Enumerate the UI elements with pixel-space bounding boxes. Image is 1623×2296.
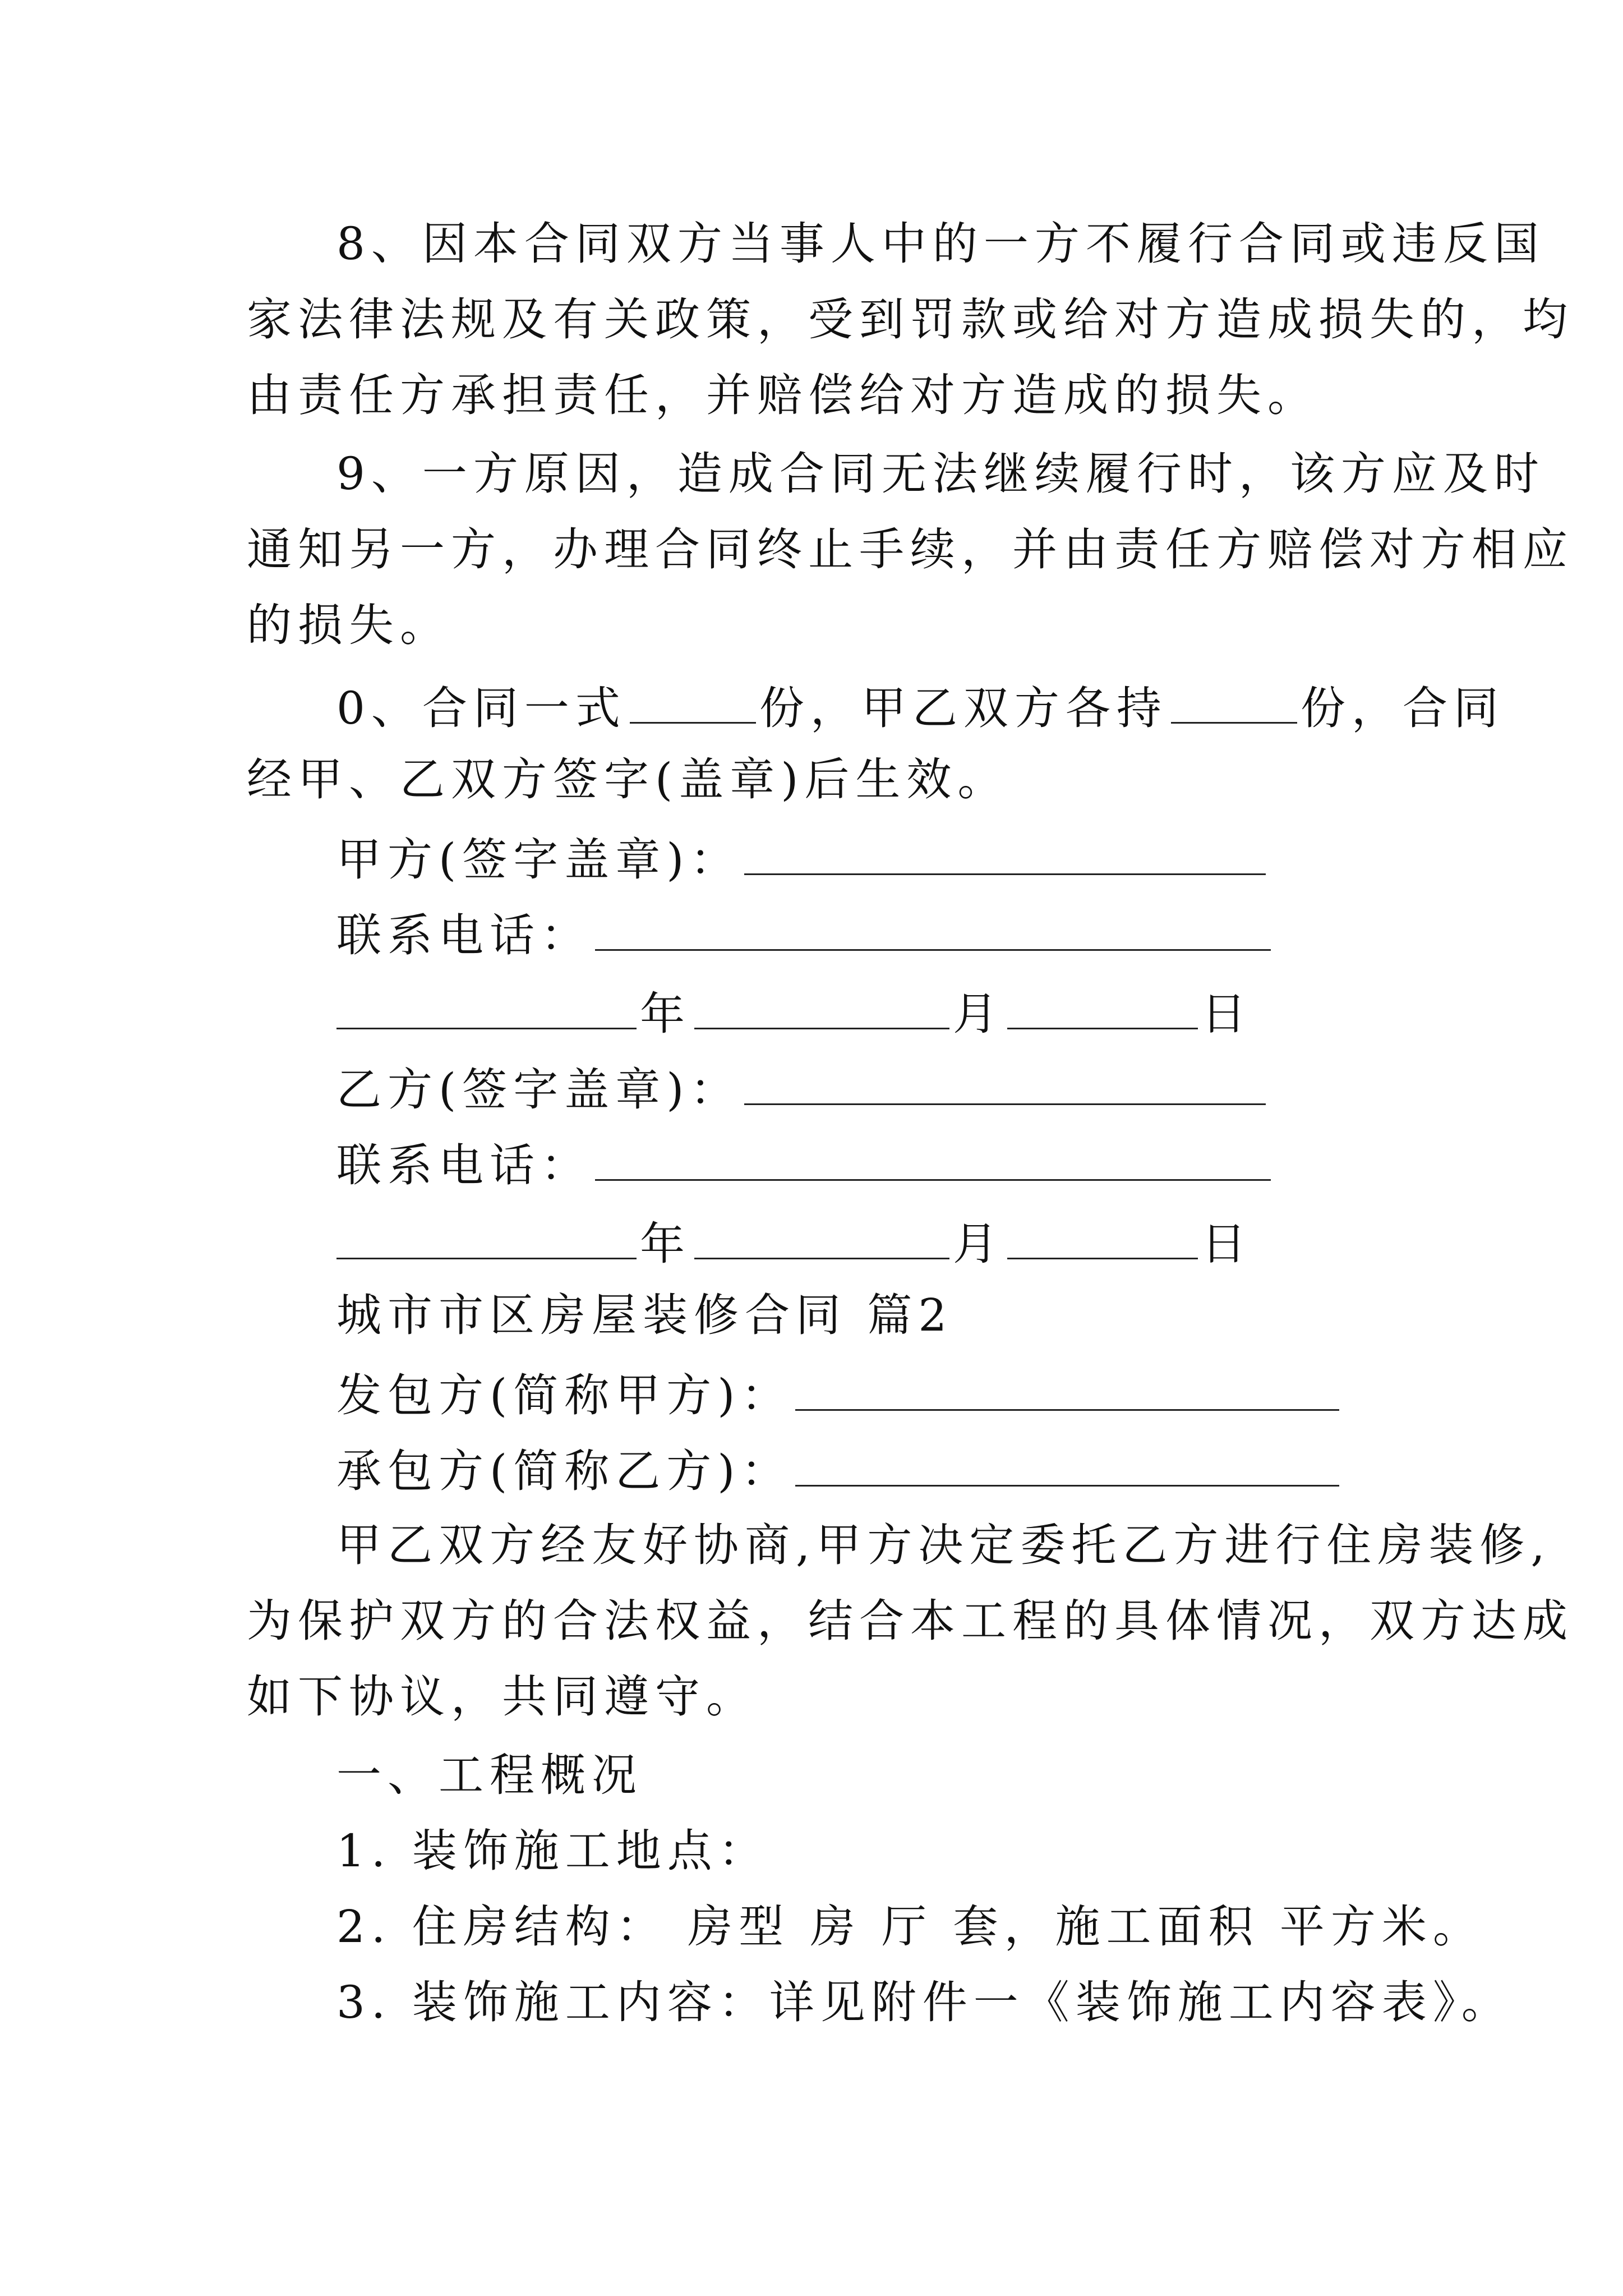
client-blank[interactable]	[795, 1369, 1339, 1411]
client-label: 发包方(简称甲方)：	[336, 1369, 792, 1421]
party-a-phone-line	[336, 909, 1274, 961]
party-b-sign-label: 乙方(签字盖章)：	[336, 1064, 741, 1116]
item-3: 3. 装饰施工内容：详见附件一《装饰施工内容表》。	[336, 1976, 1513, 2028]
section-heading: 城市市区房屋装修合同 篇2	[336, 1289, 953, 1341]
clause-8-line-2: 家法律法规及有关政策，受到罚款或给对方造成损失的，均	[247, 293, 1574, 346]
clause-8-line-1: 8、因本合同双方当事人中的一方不履行合同或违反国	[336, 218, 1545, 270]
clause-9-line-3: 的损失。	[247, 599, 451, 651]
party-b-phone-blank[interactable]	[595, 1139, 1271, 1181]
party-a-month-blank[interactable]	[694, 987, 949, 1029]
contractor-line	[336, 1444, 1343, 1497]
party-b-month-blank[interactable]	[694, 1217, 949, 1259]
party-a-sign-line	[336, 833, 1269, 886]
party-b-date-line	[336, 1217, 1252, 1270]
client-line	[336, 1369, 1343, 1421]
party-a-day-blank[interactable]	[1007, 987, 1198, 1029]
clause-0-line-2: 经甲、乙双方签字(盖章)后生效。	[247, 753, 1009, 806]
year-label: 年	[640, 988, 691, 1040]
day-label: 日	[1201, 1218, 1252, 1270]
party-a-sign-blank[interactable]	[744, 833, 1266, 875]
day-label: 日	[1201, 988, 1252, 1040]
party-b-sign-line	[336, 1063, 1269, 1116]
clause-9-line-1: 9、一方原因，造成合同无法继续履行时，该方应及时	[336, 448, 1545, 500]
party-a-sign-label: 甲方(签字盖章)：	[336, 834, 741, 886]
party-b-year-blank[interactable]	[336, 1217, 637, 1259]
intro-line-3: 如下协议，共同遵守。	[247, 1671, 757, 1723]
copies-each-blank[interactable]	[1171, 682, 1297, 724]
intro-line-1: 甲乙双方经友好协商,甲方决定委托乙方进行住房装修,	[336, 1519, 1551, 1571]
section-1-title: 一、工程概况	[336, 1749, 643, 1801]
clause-8-line-3: 由责任方承担责任，并赔偿给对方造成的损失。	[247, 369, 1318, 421]
contractor-blank[interactable]	[795, 1444, 1339, 1487]
clause-9-line-2: 通知另一方，办理合同终止手续，并由责任方赔偿对方相应	[247, 523, 1574, 576]
item-2: 2. 住房结构： 房型 房 厅 套，施工面积 平方米。	[336, 1901, 1484, 1953]
year-label: 年	[640, 1218, 691, 1270]
clause-0-text-a: 0、合同一式	[336, 682, 626, 734]
party-a-phone-blank[interactable]	[595, 909, 1271, 951]
copies-total-blank[interactable]	[630, 682, 756, 724]
party-b-phone-line	[336, 1139, 1274, 1191]
month-label: 月	[953, 988, 1004, 1040]
intro-line-2: 为保护双方的合法权益，结合本工程的具体情况，双方达成	[247, 1595, 1574, 1647]
party-a-phone-label: 联系电话：	[336, 909, 592, 961]
party-b-day-blank[interactable]	[1007, 1217, 1198, 1259]
item-1: 1. 装饰施工地点：	[336, 1825, 769, 1877]
clause-0-text-b: 份，甲乙双方各持	[759, 682, 1168, 734]
clause-0-line-1	[336, 682, 1505, 734]
party-b-sign-blank[interactable]	[744, 1063, 1266, 1105]
clause-0-text-c: 份，合同	[1300, 682, 1505, 734]
month-label: 月	[953, 1218, 1004, 1270]
contractor-label: 承包方(简称乙方)：	[336, 1445, 792, 1497]
party-b-phone-label: 联系电话：	[336, 1139, 592, 1191]
party-a-date-line	[336, 987, 1252, 1040]
party-a-year-blank[interactable]	[336, 987, 637, 1029]
